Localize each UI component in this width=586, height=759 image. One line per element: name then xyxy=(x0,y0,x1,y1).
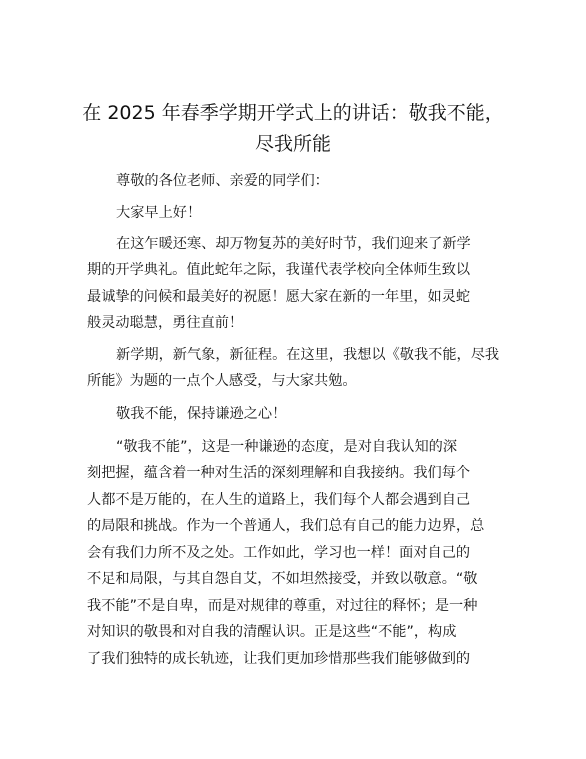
salutation: 尊敬的各位老师、亲爱的同学们： xyxy=(116,173,329,189)
paragraph-3-line-6: 不足和局限，与其自怨自艾，不如坦然接受，并致以敬意。“敬 xyxy=(87,571,478,587)
document-title-line-2: 尽我所能 xyxy=(254,133,331,155)
paragraph-3-line-3: 人都不是万能的，在人生的道路上，我们每个人都会遇到自己 xyxy=(87,492,471,508)
paragraph-3-line-7: 我不能”不是自卑，而是对规律的尊重，对过往的释怀；是一种 xyxy=(87,598,478,614)
paragraph-3-line-4: 的局限和挑战。作为一个普通人，我们总有自己的能力边界，总 xyxy=(87,518,485,534)
paragraph-3-line-9: 了我们独特的成长轨迹，让我们更加珍惜那些我们能够做到的 xyxy=(87,651,471,667)
paragraph-1-line-4: 般灵动聪慧，勇往直前！ xyxy=(87,315,244,331)
paragraph-1-line-2: 期的开学典礼。值此蛇年之际，我谨代表学校向全体师生致以 xyxy=(87,262,471,278)
paragraph-2-line-1: 新学期，新气象，新征程。在这里，我想以《敬我不能，尽我 xyxy=(116,347,500,363)
paragraph-3-line-1: “敬我不能”，这是一种谦逊的态度，是对自我认知的深 xyxy=(116,439,458,455)
section-heading: 敬我不能，保持谦逊之心！ xyxy=(116,406,287,422)
paragraph-3-line-2: 刻把握，蕴含着一种对生活的深刻理解和自我接纳。我们每个 xyxy=(87,465,471,481)
paragraph-1-line-1: 在这乍暖还寒、却万物复苏的美好时节，我们迎来了新学 xyxy=(116,236,471,252)
paragraph-1-line-3: 最诚挚的问候和最美好的祝愿！愿大家在新的一年里，如灵蛇 xyxy=(87,289,471,305)
paragraph-2-line-2: 所能》为题的一点个人感受，与大家共勉。 xyxy=(87,373,357,389)
paragraph-3-line-5: 会有我们力所不及之处。工作如此，学习也一样！面对自己的 xyxy=(87,545,471,561)
paragraph-3-line-8: 对知识的敬畏和对自我的清醒认识。正是这些“不能”，构成 xyxy=(87,624,457,640)
greeting: 大家早上好！ xyxy=(116,205,202,221)
document-title-line-1: 在 2025 年春季学期开学式上的讲话：敬我不能， xyxy=(82,102,504,124)
